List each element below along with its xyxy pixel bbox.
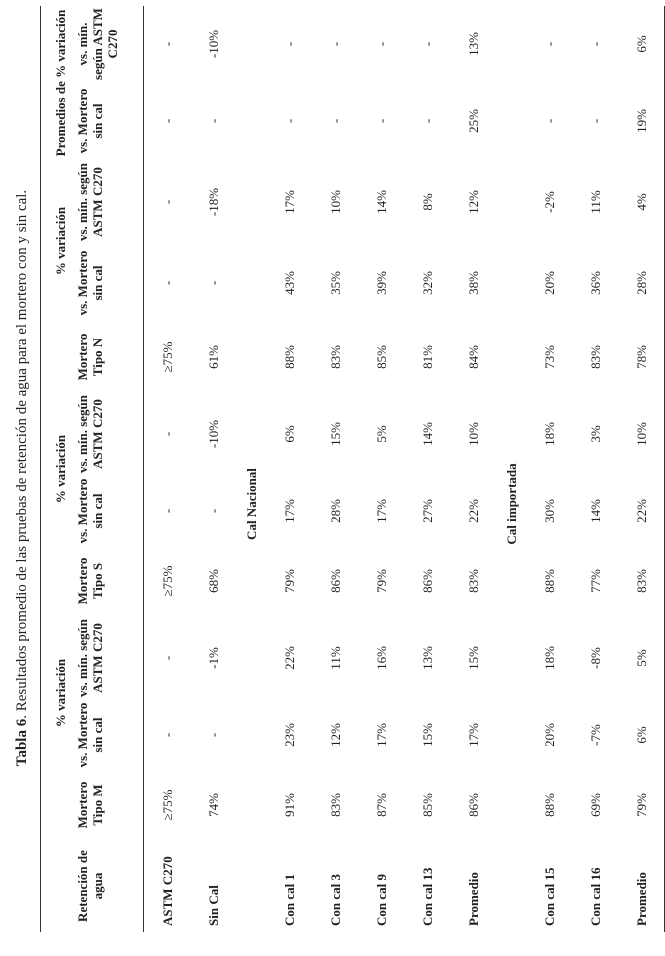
table-cell: 8% xyxy=(419,193,435,211)
table-cell: -8% xyxy=(587,647,603,669)
table-row xyxy=(526,6,572,932)
table-cell: 87% xyxy=(373,793,389,817)
table-cell: 17% xyxy=(465,723,481,747)
header-vs-min: vs. mín. según ASTM C270 xyxy=(73,616,144,700)
table-container xyxy=(40,6,665,932)
table-cell: 83% xyxy=(327,345,343,369)
table-cell: 83% xyxy=(587,345,603,369)
table-cell: - xyxy=(587,41,603,47)
header-vs-mortero: vs. Mortero sin cal xyxy=(73,82,144,160)
table-cell: - xyxy=(373,41,389,47)
table-cell: - xyxy=(159,655,175,661)
table-cell: 35% xyxy=(327,271,343,295)
table-cell: 84% xyxy=(465,345,481,369)
table-cell: - xyxy=(541,118,557,124)
row-label: Sin Cal xyxy=(205,885,221,926)
table-cell: 14% xyxy=(587,499,603,523)
header-variacion-n: % variación xyxy=(41,160,74,322)
table-cell: -18% xyxy=(205,187,221,217)
table-cell: 6% xyxy=(281,425,297,443)
table-cell: 10% xyxy=(618,392,665,476)
table-cell: 15% xyxy=(327,422,343,446)
table-cell: 86% xyxy=(465,793,481,817)
header-empty xyxy=(41,840,74,932)
header-vs-mortero: vs. Mortero sin cal xyxy=(73,476,144,546)
water-retention-table xyxy=(40,6,665,932)
table-cell: 12% xyxy=(465,190,481,214)
table-cell: 19% xyxy=(618,82,665,160)
table-cell: 73% xyxy=(541,345,557,369)
table-cell: 11% xyxy=(587,190,603,214)
table-cell: - xyxy=(159,118,175,124)
table-cell: 83% xyxy=(618,546,665,616)
header-vs-min: vs. mín. según ASTM C270 xyxy=(73,6,144,82)
table-cell: 23% xyxy=(281,723,297,747)
header-vs-mortero: vs. Mortero sin cal xyxy=(73,700,144,770)
table-caption xyxy=(14,0,31,956)
table-cell: 39% xyxy=(373,271,389,295)
table-cell: -1% xyxy=(205,647,221,669)
table-cell: 91% xyxy=(281,793,297,817)
header-mortero-s: Mortero Tipo S xyxy=(73,546,144,616)
row-label: Con cal 9 xyxy=(373,874,389,926)
table-cell: - xyxy=(419,41,435,47)
table-cell: - xyxy=(205,118,221,124)
table-row xyxy=(404,6,450,932)
table-cell: - xyxy=(159,280,175,286)
table-cell: 10% xyxy=(465,422,481,446)
table-cell: 12% xyxy=(327,723,343,747)
table-cell: 17% xyxy=(281,499,297,523)
table-cell: 15% xyxy=(465,646,481,670)
table-cell: 83% xyxy=(465,569,481,593)
table-cell: 20% xyxy=(541,271,557,295)
table-cell: -10% xyxy=(205,419,221,449)
table-cell: - xyxy=(159,508,175,514)
header-vs-min: vs. mín. según ASTM C270 xyxy=(73,392,144,476)
table-row xyxy=(144,6,191,932)
table-row xyxy=(312,6,358,932)
table-cell: 38% xyxy=(465,271,481,295)
table-cell: 10% xyxy=(327,190,343,214)
table-cell: ≥75% xyxy=(159,341,175,373)
table-cell: 81% xyxy=(419,345,435,369)
table-row xyxy=(618,6,665,932)
table-cell: - xyxy=(327,118,343,124)
table-cell: 6% xyxy=(618,700,665,770)
table-cell: 22% xyxy=(465,499,481,523)
table-cell: 5% xyxy=(373,425,389,443)
table-cell: 14% xyxy=(373,190,389,214)
section-row xyxy=(236,6,266,932)
table-cell: - xyxy=(159,732,175,738)
row-label: Promedio xyxy=(465,872,481,926)
table-cell: 43% xyxy=(281,271,297,295)
header-empty xyxy=(41,770,74,840)
row-label: Con cal 13 xyxy=(419,867,435,926)
row-label: Con cal 16 xyxy=(587,867,603,926)
table-row xyxy=(266,6,312,932)
table-cell: 17% xyxy=(373,723,389,747)
table-cell: 22% xyxy=(618,476,665,546)
table-cell: 68% xyxy=(205,569,221,593)
table-cell: 25% xyxy=(465,109,481,133)
table-cell: - xyxy=(419,118,435,124)
table-cell: -7% xyxy=(587,724,603,746)
table-cell: - xyxy=(327,41,343,47)
row-label: Con cal 15 xyxy=(541,867,557,926)
table-row xyxy=(450,6,496,932)
table-cell: 74% xyxy=(205,793,221,817)
table-cell: 79% xyxy=(618,770,665,840)
table-cell: 86% xyxy=(327,569,343,593)
table-cell: 83% xyxy=(327,793,343,817)
header-group-row xyxy=(41,6,74,932)
table-cell: 11% xyxy=(327,646,343,670)
header-vs-min: vs. mín. según ASTM C270 xyxy=(73,160,144,244)
table-cell: -2% xyxy=(541,191,557,213)
table-cell: - xyxy=(205,508,221,514)
header-variacion-m: % variación xyxy=(41,616,74,770)
table-cell: 28% xyxy=(618,244,665,322)
table-row xyxy=(358,6,404,932)
table-cell: 27% xyxy=(419,499,435,523)
table-cell: ≥75% xyxy=(159,565,175,597)
header-mortero-n: Mortero Tipo N xyxy=(73,322,144,392)
table-row xyxy=(572,6,618,932)
header-retencion: Retención de agua xyxy=(73,840,144,932)
caption-label: Tabla 6 xyxy=(14,718,30,767)
table-cell: 16% xyxy=(373,646,389,670)
section-spacer xyxy=(236,616,266,932)
table-cell: 32% xyxy=(419,271,435,295)
row-label: Con cal 1 xyxy=(281,874,297,926)
table-cell: 15% xyxy=(419,723,435,747)
table-cell: 28% xyxy=(327,499,343,523)
table-cell: - xyxy=(281,41,297,47)
table-cell: 36% xyxy=(587,271,603,295)
table-cell: 77% xyxy=(587,569,603,593)
section-row xyxy=(496,6,526,932)
table-cell: 69% xyxy=(587,793,603,817)
row-label: Promedio xyxy=(618,840,665,932)
table-cell: - xyxy=(205,732,221,738)
table-cell: 17% xyxy=(373,499,389,523)
table-cell: - xyxy=(373,118,389,124)
header-column-row xyxy=(73,6,144,932)
table-cell: - xyxy=(205,280,221,286)
section-spacer xyxy=(496,6,526,392)
section-cal-nacional: Cal Nacional xyxy=(243,468,259,540)
table-cell: 88% xyxy=(541,569,557,593)
table-cell: 79% xyxy=(281,569,297,593)
table-cell: 86% xyxy=(419,569,435,593)
table-cell: - xyxy=(159,431,175,437)
table-cell: 3% xyxy=(587,425,603,443)
table-cell: 22% xyxy=(281,646,297,670)
table-cell: 20% xyxy=(541,723,557,747)
header-variacion-s: % variación xyxy=(41,392,74,546)
table-cell: 30% xyxy=(541,499,557,523)
section-spacer xyxy=(496,616,526,932)
table-cell: 13% xyxy=(465,32,481,56)
table-cell: 61% xyxy=(205,345,221,369)
table-cell: 88% xyxy=(541,793,557,817)
section-spacer xyxy=(236,6,266,392)
table-cell: - xyxy=(587,118,603,124)
table-cell: 78% xyxy=(618,322,665,392)
table-cell: 13% xyxy=(419,646,435,670)
table-cell: -10% xyxy=(205,29,221,59)
table-cell: 18% xyxy=(541,646,557,670)
table-cell: 5% xyxy=(618,616,665,700)
table-cell: - xyxy=(281,118,297,124)
table-cell: - xyxy=(541,41,557,47)
table-row xyxy=(190,6,236,932)
table-cell: 6% xyxy=(618,6,665,82)
row-label: Con cal 3 xyxy=(327,874,343,926)
header-vs-mortero: vs. Mortero sin cal xyxy=(73,244,144,322)
table-body xyxy=(144,6,665,932)
table-cell: - xyxy=(159,41,175,47)
section-cal-importada: Cal importada xyxy=(503,463,519,545)
header-promedios-variacion: Promedios de % variación xyxy=(41,6,74,160)
header-empty xyxy=(41,546,74,616)
caption-text: . Resultados promedio de las pruebas de retención de agua para el mortero con y sin cal. xyxy=(14,189,30,719)
table-cell: 88% xyxy=(281,345,297,369)
table-cell: 18% xyxy=(541,422,557,446)
table-cell: 85% xyxy=(419,793,435,817)
table-cell: 79% xyxy=(373,569,389,593)
row-label: ASTM C270 xyxy=(159,856,175,926)
table-cell: 14% xyxy=(419,422,435,446)
table-cell: 4% xyxy=(618,160,665,244)
header-mortero-m: Mortero Tipo M xyxy=(73,770,144,840)
table-cell: 17% xyxy=(281,190,297,214)
header-empty xyxy=(41,322,74,392)
table-cell: ≥75% xyxy=(159,789,175,821)
table-cell: 85% xyxy=(373,345,389,369)
table-cell: - xyxy=(159,199,175,205)
